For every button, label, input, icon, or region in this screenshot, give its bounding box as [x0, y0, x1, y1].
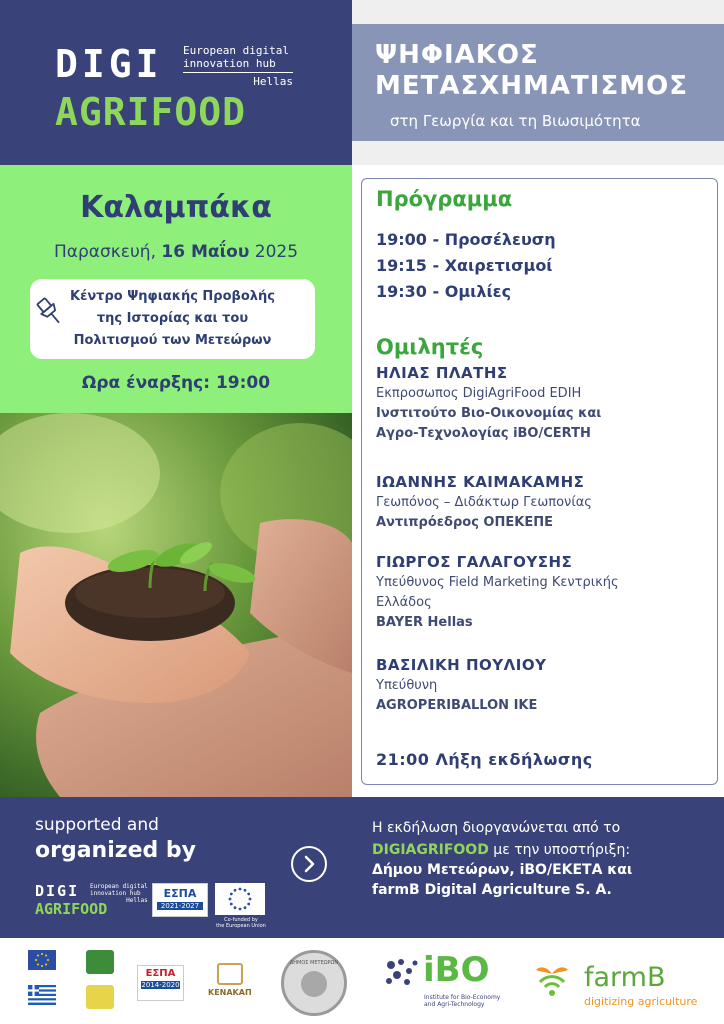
greek-flag-icon [28, 985, 56, 1005]
small-logo-sub-2: innovation hub [90, 890, 141, 897]
speaker-org: BAYER Hellas [376, 615, 473, 630]
speaker-item [376, 656, 706, 716]
speaker-role: Υπεύθυνος Field Marketing Κεντρικής [376, 575, 619, 590]
start-time: Ωρα έναρξης: 19:00 [81, 373, 271, 393]
venue-line-1: Κέντρο Ψηφιακής Προβολής [70, 289, 275, 304]
small-logo-sub-1: European digital [90, 883, 148, 890]
organizer-line-1: Η εκδήλωση διοργανώνεται από το [372, 820, 621, 836]
logo-divider [183, 72, 293, 73]
speaker-item [376, 553, 706, 633]
speakers-heading: Ομιλητές [376, 335, 484, 359]
speaker-role: Υπεύθυνη [376, 678, 438, 693]
hands-seedling-photo [0, 413, 352, 797]
municipality-seal [281, 950, 347, 1016]
speaker-org: AGROPERIBALLON IKE [376, 698, 538, 713]
venue-name [30, 286, 315, 352]
ibo-dots-icon [385, 957, 421, 991]
event-date [0, 242, 352, 262]
speaker-item [376, 364, 706, 444]
ibo-caption [424, 994, 500, 1008]
logo-digi-text: DIGI [55, 42, 163, 86]
logo-sub-line-3: Hellas [253, 75, 293, 88]
espa-footer-label: ΕΣΠΑ [145, 968, 176, 979]
speaker-item [376, 473, 706, 533]
speaker-role: Ελλάδος [376, 595, 432, 610]
eu-caption-2: the European Union [216, 923, 266, 929]
speaker-name: ΒΑΣΙΛΙΚΗ ΠΟΥΛΙΟΥ [376, 656, 547, 674]
eu-caption-1: Co-funded by [224, 917, 258, 923]
eu-caption [205, 917, 277, 929]
small-logo-digi: DIGI [35, 882, 80, 900]
eu-stars-icon [215, 883, 265, 915]
header-right-top-strip [352, 0, 724, 24]
speaker-role: Εκπροσωπος DigiAgriFood EDIH [376, 386, 582, 401]
espa-2021-logo [152, 883, 208, 917]
program-item: 19:30 - Ομιλίες [376, 282, 512, 301]
closing-time: 21:00 Λήξη εκδήλωσης [376, 750, 593, 769]
venue-line-2: της Ιστορίας και του [96, 311, 249, 326]
ibo-caption-2: and Agri-Technology [424, 1001, 485, 1008]
small-logo-subtitle [90, 883, 148, 904]
eu-flag-logo [215, 883, 265, 915]
eu-flag-icon [28, 950, 56, 970]
organizer-text [372, 820, 712, 898]
speaker-org: Αγρο-Τεχνολογίας iBO/CERTH [376, 426, 591, 441]
event-title-line-1: ΨΗΦΙΑΚΟΣ [375, 40, 539, 70]
organizer-line-3: Δήμου Μετεώρων, iBO/ΕΚΕΤΑ και [372, 862, 633, 878]
logo-subtitle [183, 44, 293, 88]
header-right-bottom-strip [352, 141, 724, 165]
speaker-org: Αντιπρόεδρος ΟΠΕΚΕΠΕ [376, 515, 553, 530]
speaker-name: ΙΩΑΝΝΗΣ ΚΑΙΜΑΚΑΜΗΣ [376, 473, 585, 491]
date-year: 2025 [249, 242, 299, 262]
program-heading: Πρόγραμμα [376, 187, 513, 211]
date-day-month: 16 Μαΐου [161, 242, 250, 262]
logo-agrifood-text: AGRIFOOD [55, 90, 247, 134]
organizer-line-2: με την υποστήριξη: [488, 842, 631, 858]
logo-sub-line-1: European digital [183, 44, 289, 57]
speaker-name: ΗΛΙΑΣ ΠΛΑΤΗΣ [376, 364, 508, 382]
speaker-role: Γεωπόνος – Διδάκτωρ Γεωπονίας [376, 495, 592, 510]
municipality-seal-text: ΔΗΜΟΣ ΜΕΤΕΩΡΩΝ [289, 960, 339, 966]
logo-sub-line-2: innovation hub [183, 57, 276, 70]
espa-label: ΕΣΠΑ [163, 887, 197, 900]
kenakap-label: ΚΕΝΑΚΑΠ [208, 988, 252, 997]
farmb-icon [533, 960, 571, 1004]
event-city: Καλαμπάκα [80, 190, 272, 225]
espa-footer-years: 2014-2020 [141, 981, 180, 989]
ibo-caption-1: Institute for Bio-Economy [424, 994, 501, 1001]
espa-2014-logo [137, 965, 184, 1001]
organizer-line-4: farmB Digital Agriculture S. A. [372, 882, 612, 898]
espa-years: 2021-2027 [157, 902, 203, 910]
date-prefix: Παρασκευή, [53, 242, 162, 262]
small-logo-agrifood: AGRIFOOD [35, 900, 108, 918]
supported-label: supported and [35, 815, 159, 835]
ibo-logo-text: iBO [423, 950, 490, 990]
event-subtitle: στη Γεωργία και τη Βιωσιμότητα [390, 112, 641, 130]
organizer-digiagrifood: DIGIAGRIFOOD [372, 842, 489, 858]
header-left-panel [0, 0, 352, 165]
speaker-name: ΓΙΩΡΓΟΣ ΓΑΛΑΓΟΥΣΗΣ [376, 553, 573, 571]
farmb-tagline: digitizing agriculture [584, 995, 698, 1008]
venue-box [30, 279, 315, 359]
region-logo-icon [86, 985, 114, 1009]
farmb-logo-text: farmB [584, 962, 666, 993]
kenakap-icon [217, 963, 243, 985]
chevron-right-icon [291, 846, 327, 882]
program-item: 19:15 - Χαιρετισμοί [376, 256, 553, 275]
seal-emblem-icon [301, 971, 327, 997]
organized-label: organized by [35, 838, 196, 863]
speaker-org: Ινστιτούτο Βιο-Οικονομίας και [376, 406, 602, 421]
event-title [375, 40, 688, 102]
venue-line-3: Πολιτισμού των Μετεώρων [73, 333, 272, 348]
small-logo-sub-3: Hellas [126, 897, 148, 904]
event-title-line-2: ΜΕΤΑΣΧΗΜΑΤΙΣΜΟΣ [375, 71, 688, 101]
leader-logo-icon [86, 950, 114, 974]
program-item: 19:00 - Προσέλευση [376, 230, 556, 249]
